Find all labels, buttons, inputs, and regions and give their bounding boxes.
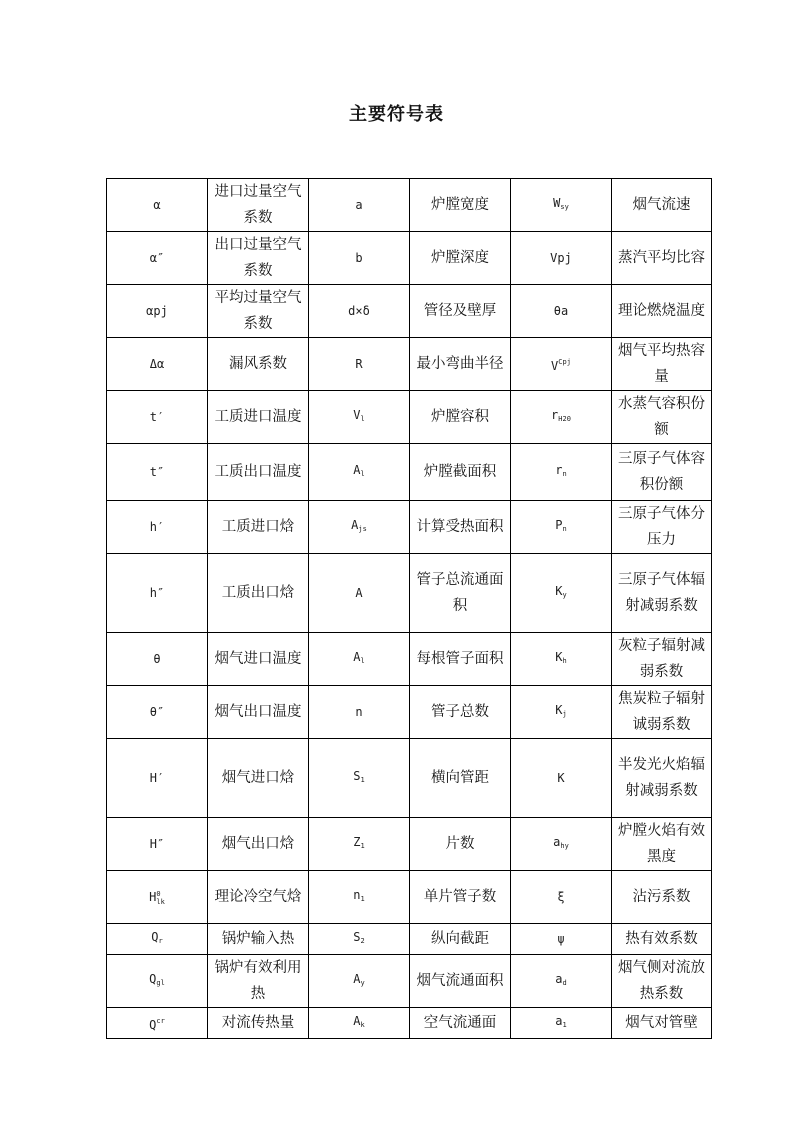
symbol-subscript: n	[562, 470, 567, 478]
table-row	[107, 924, 712, 955]
description-text: 烟气侧对流放热系数	[618, 960, 705, 1002]
symbol-base: A	[353, 463, 361, 477]
symbol-base: S	[353, 769, 361, 783]
symbol-base: P	[555, 518, 563, 532]
symbol-base: ξ	[557, 890, 565, 904]
symbol-base: Z	[353, 835, 361, 849]
symbol-cell	[511, 391, 612, 444]
description-cell	[208, 633, 309, 686]
symbol-cell	[511, 1008, 612, 1039]
symbol-subscript: lk	[156, 898, 165, 906]
description-text: 空气流通面	[423, 1015, 497, 1031]
description-cell	[208, 444, 309, 501]
symbol-base: θ″	[149, 705, 165, 719]
symbol-base: Vpj	[550, 251, 572, 265]
symbol-subscript: y	[360, 979, 365, 987]
symbol-cell	[107, 179, 208, 232]
symbol-cell	[309, 924, 410, 955]
description-cell	[208, 232, 309, 285]
description-text: 工质进口温度	[214, 409, 302, 425]
symbol-base: α	[153, 198, 161, 212]
description-cell	[612, 924, 712, 955]
symbol-cell	[511, 818, 612, 871]
symbol-base: A	[355, 586, 363, 600]
table-row	[107, 391, 712, 444]
description-cell	[612, 739, 712, 818]
description-cell	[612, 871, 712, 924]
description-cell	[208, 818, 309, 871]
symbol-base: t″	[149, 465, 165, 479]
symbol-cell	[107, 444, 208, 501]
symbol-subscript: h	[562, 657, 567, 665]
description-cell	[612, 338, 712, 391]
description-text: 三原子气体容积份额	[618, 451, 705, 493]
description-text: 片数	[445, 836, 475, 852]
symbol-base: Q	[149, 1018, 157, 1032]
description-cell	[410, 633, 511, 686]
description-cell	[410, 739, 511, 818]
symbol-base: α″	[149, 251, 165, 265]
symbol-base: K	[555, 650, 563, 664]
symbol-subscript: gl	[156, 979, 165, 987]
description-cell	[410, 871, 511, 924]
symbol-cell	[511, 955, 612, 1008]
symbol-cell	[107, 739, 208, 818]
symbol-subscript: y	[562, 591, 567, 599]
description-text: 锅炉输入热	[221, 931, 295, 947]
symbol-base: r	[551, 408, 559, 422]
description-text: 炉膛深度	[431, 250, 489, 266]
symbol-cell	[107, 285, 208, 338]
page-title: 主要符号表	[349, 104, 444, 125]
symbol-base: θ	[153, 652, 161, 666]
description-text: 炉膛容积	[431, 409, 489, 425]
symbol-base: V	[353, 408, 361, 422]
symbol-cell	[309, 686, 410, 739]
description-text: 计算受热面积	[416, 519, 504, 535]
symbol-base: A	[351, 518, 359, 532]
description-text: 管径及壁厚	[423, 303, 497, 319]
symbol-base: A	[353, 972, 361, 986]
description-cell	[612, 179, 712, 232]
table-row	[107, 739, 712, 818]
symbol-cell	[511, 633, 612, 686]
symbol-cell	[107, 924, 208, 955]
symbol-cell	[309, 955, 410, 1008]
symbol-base: V	[551, 359, 559, 373]
description-text: 单片管子数	[423, 889, 497, 905]
symbol-subscript: H20	[558, 415, 571, 423]
symbol-base: t′	[149, 410, 165, 424]
symbol-base: a	[555, 972, 563, 986]
symbol-base: h′	[149, 520, 165, 534]
table-row	[107, 955, 712, 1008]
description-text: 蒸汽平均比容	[618, 250, 705, 266]
table-row	[107, 501, 712, 554]
symbol-cell	[107, 955, 208, 1008]
description-cell	[410, 444, 511, 501]
symbol-cell	[107, 391, 208, 444]
symbol-subscript: n	[562, 525, 567, 533]
symbol-superscript: Cpj	[558, 358, 571, 366]
symbol-subscript: 1	[360, 842, 365, 850]
description-cell	[208, 554, 309, 633]
symbol-subscript: r	[158, 937, 163, 945]
description-cell	[612, 955, 712, 1008]
description-cell	[410, 338, 511, 391]
symbol-base: a	[355, 198, 363, 212]
description-text: 沾污系数	[632, 889, 691, 905]
symbol-cell	[511, 232, 612, 285]
description-text: 理论燃烧温度	[618, 303, 705, 319]
symbol-cell	[107, 1008, 208, 1039]
symbol-base: A	[353, 1014, 361, 1028]
description-text: 半发光火焰辐射减弱系数	[618, 757, 705, 799]
symbol-subscript: js	[358, 525, 367, 533]
symbol-base: a	[553, 835, 561, 849]
description-cell	[410, 686, 511, 739]
symbol-base: Q	[151, 930, 159, 944]
symbol-base: b	[355, 251, 363, 265]
description-cell	[208, 338, 309, 391]
description-text: 烟气流速	[632, 197, 691, 213]
description-cell	[410, 1008, 511, 1039]
symbol-base: h″	[149, 586, 165, 600]
description-text: 进口过量空气系数	[214, 184, 302, 226]
description-text: 水蒸气容积份额	[618, 396, 705, 438]
symbol-table	[106, 178, 712, 1039]
description-text: 焦炭粒子辐射诚弱系数	[618, 691, 705, 733]
description-text: 对流传热量	[221, 1015, 295, 1031]
symbol-cell	[309, 285, 410, 338]
description-cell	[612, 554, 712, 633]
symbol-script-stack	[156, 890, 164, 906]
symbol-subscript: hy	[560, 842, 569, 850]
symbol-base: R	[355, 357, 363, 371]
table-row	[107, 444, 712, 501]
description-cell	[612, 818, 712, 871]
description-text: 锅炉有效利用热	[214, 960, 302, 1002]
symbol-base: A	[353, 650, 361, 664]
description-text: 理论冷空气焓	[214, 889, 302, 905]
description-text: 烟气出口温度	[214, 704, 302, 720]
symbol-cell	[309, 739, 410, 818]
description-cell	[612, 686, 712, 739]
symbol-cell	[107, 686, 208, 739]
symbol-subscript: l	[360, 415, 365, 423]
symbol-base: K	[555, 703, 563, 717]
symbol-cell	[309, 633, 410, 686]
symbol-cell	[107, 871, 208, 924]
description-cell	[410, 501, 511, 554]
table-row	[107, 554, 712, 633]
symbol-base: Q	[149, 972, 157, 986]
description-text: 三原子气体分压力	[618, 506, 705, 548]
symbol-cell	[511, 554, 612, 633]
symbol-subscript: j	[562, 710, 567, 718]
description-text: 烟气对管壁	[625, 1015, 698, 1031]
symbol-cell	[309, 444, 410, 501]
description-cell	[208, 179, 309, 232]
symbol-cell	[511, 285, 612, 338]
symbol-cell	[309, 179, 410, 232]
symbol-base: d×δ	[348, 304, 370, 318]
symbol-cell	[511, 686, 612, 739]
symbol-table-body	[107, 179, 712, 1039]
symbol-cell	[309, 391, 410, 444]
description-cell	[410, 955, 511, 1008]
symbol-cell	[309, 501, 410, 554]
table-row	[107, 232, 712, 285]
description-text: 三原子气体辐射减弱系数	[618, 572, 705, 614]
symbol-base: n	[355, 705, 363, 719]
description-cell	[208, 686, 309, 739]
table-row	[107, 285, 712, 338]
description-text: 热有效系数	[625, 931, 698, 947]
symbol-cell	[511, 444, 612, 501]
symbol-base: r	[555, 463, 563, 477]
description-text: 管子总流通面积	[416, 572, 504, 614]
symbol-base: H	[149, 890, 157, 904]
description-text: 最小弯曲半径	[416, 356, 504, 372]
description-text: 烟气进口焓	[221, 770, 295, 786]
description-text: 灰粒子辐射减弱系数	[618, 638, 705, 680]
description-text: 炉膛截面积	[423, 464, 497, 480]
symbol-subscript: 1	[360, 895, 365, 903]
symbol-cell	[511, 739, 612, 818]
table-row	[107, 871, 712, 924]
symbol-base: αpj	[146, 304, 168, 318]
description-cell	[208, 924, 309, 955]
description-cell	[410, 285, 511, 338]
description-cell	[612, 633, 712, 686]
symbol-base: Δα	[149, 357, 165, 371]
symbol-base: ψ	[557, 932, 565, 946]
symbol-cell	[511, 338, 612, 391]
symbol-base: a	[555, 1014, 563, 1028]
symbol-subscript: l	[360, 470, 365, 478]
description-cell	[208, 285, 309, 338]
symbol-base: W	[553, 196, 561, 210]
table-row	[107, 338, 712, 391]
symbol-base: θa	[553, 304, 569, 318]
description-text: 出口过量空气系数	[214, 237, 302, 279]
symbol-cell	[309, 1008, 410, 1039]
symbol-cell	[309, 818, 410, 871]
symbol-base: K	[555, 584, 563, 598]
description-text: 平均过量空气系数	[214, 290, 302, 332]
description-text: 烟气平均热容量	[618, 343, 705, 385]
description-cell	[208, 1008, 309, 1039]
description-cell	[612, 232, 712, 285]
symbol-cell	[107, 338, 208, 391]
description-cell	[612, 1008, 712, 1039]
symbol-subscript: sy	[560, 203, 569, 211]
description-cell	[208, 739, 309, 818]
description-text: 纵向截距	[431, 931, 489, 947]
table-row	[107, 686, 712, 739]
description-cell	[410, 818, 511, 871]
symbol-superscript: cr	[156, 1017, 165, 1025]
description-cell	[410, 391, 511, 444]
symbol-superscript: 0	[156, 890, 161, 898]
description-cell	[612, 391, 712, 444]
description-cell	[612, 501, 712, 554]
description-cell	[208, 955, 309, 1008]
description-cell	[410, 554, 511, 633]
description-cell	[410, 924, 511, 955]
description-text: 工质进口焓	[221, 519, 295, 535]
description-cell	[612, 285, 712, 338]
symbol-subscript: l	[360, 657, 365, 665]
symbol-base: H″	[149, 837, 165, 851]
description-cell	[410, 179, 511, 232]
symbol-cell	[107, 554, 208, 633]
symbol-base: K	[557, 771, 565, 785]
symbol-cell	[309, 338, 410, 391]
symbol-cell	[107, 501, 208, 554]
table-row	[107, 179, 712, 232]
symbol-cell	[511, 871, 612, 924]
description-text: 工质出口焓	[221, 585, 295, 601]
description-text: 工质出口温度	[214, 464, 302, 480]
symbol-cell	[511, 924, 612, 955]
symbol-cell	[309, 554, 410, 633]
description-text: 烟气出口焓	[221, 836, 295, 852]
symbol-base: H′	[149, 771, 165, 785]
symbol-cell	[511, 179, 612, 232]
table-row	[107, 633, 712, 686]
description-text: 管子总数	[431, 704, 489, 720]
symbol-subscript: k	[360, 1021, 365, 1029]
description-cell	[208, 871, 309, 924]
symbol-base: S	[353, 930, 361, 944]
description-text: 烟气进口温度	[214, 651, 302, 667]
symbol-subscript: d	[562, 979, 567, 987]
symbol-cell	[309, 871, 410, 924]
symbol-subscript: 1	[360, 776, 365, 784]
symbol-subscript: 2	[360, 937, 365, 945]
description-text: 横向管距	[431, 770, 489, 786]
description-cell	[208, 391, 309, 444]
description-text: 每根管子面积	[416, 651, 504, 667]
description-text: 炉膛宽度	[431, 197, 489, 213]
symbol-cell	[107, 818, 208, 871]
table-row	[107, 818, 712, 871]
symbol-cell	[309, 232, 410, 285]
description-text: 漏风系数	[229, 356, 287, 372]
description-cell	[410, 232, 511, 285]
symbol-cell	[107, 633, 208, 686]
description-text: 烟气流通面积	[416, 973, 504, 989]
description-text: 炉膛火焰有效黑度	[618, 823, 705, 865]
symbol-cell	[107, 232, 208, 285]
description-cell	[208, 501, 309, 554]
symbol-cell	[511, 501, 612, 554]
symbol-base: n	[353, 888, 361, 902]
symbol-subscript: 1	[562, 1021, 567, 1029]
description-cell	[612, 444, 712, 501]
table-row	[107, 1008, 712, 1039]
